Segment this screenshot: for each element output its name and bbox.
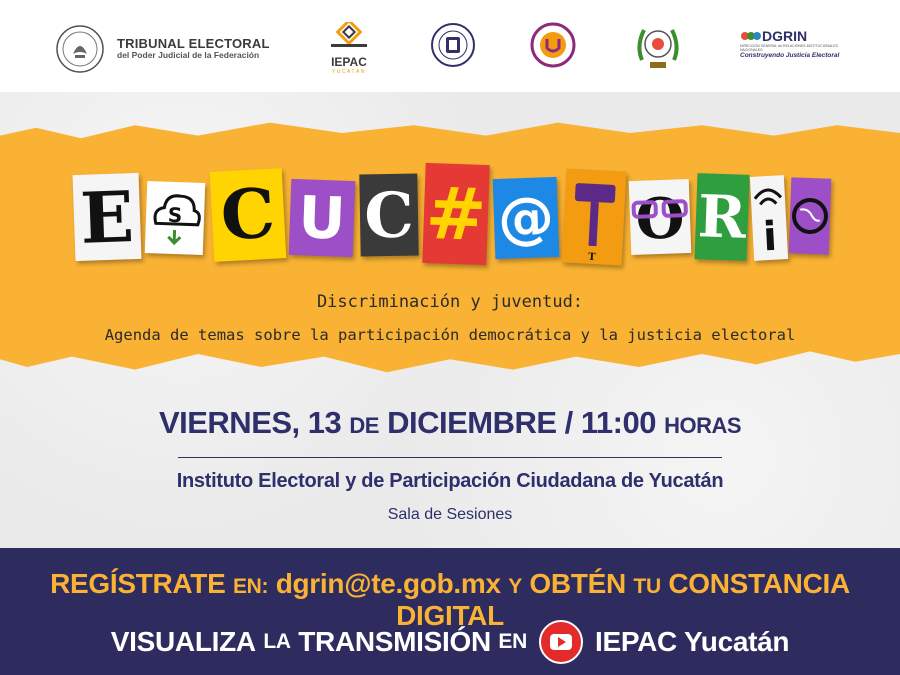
title-letter-10: R <box>695 173 750 261</box>
title-letter-4: U <box>289 179 356 257</box>
dgrin-logo <box>740 28 860 59</box>
youtube-icon[interactable] <box>539 620 583 664</box>
map-letter: O <box>805 242 813 253</box>
dgrin-description: DIRECCIÓN GENERAL de RELACIONES INSTITUCIONALES NACIONALES <box>740 44 838 53</box>
event-datetime <box>0 405 900 441</box>
dgrin-slogan: Construyendo Justicia Electoral <box>740 52 840 60</box>
watch-visualiza: VISUALIZA <box>110 626 256 657</box>
title-letter-7: @ <box>493 177 560 259</box>
youtube-channel-link[interactable]: IEPAC Yucatán <box>594 626 790 657</box>
register-word: REGÍSTRATE <box>50 568 226 599</box>
title-letter-1: E <box>73 173 142 261</box>
dgrin-swoosh-icon <box>740 28 762 44</box>
wifi-letter: i <box>761 213 779 261</box>
mexican-seal-icon <box>55 24 105 74</box>
wifi-icon <box>750 175 788 261</box>
subtitle-topic: Discriminación y juventud: <box>316 292 584 312</box>
title-letter-11 <box>750 175 788 261</box>
stream-line <box>0 620 900 664</box>
iepac-tag: YUCATÁN <box>331 69 367 75</box>
tribunal-subtitle: del Poder Judicial de la Federación <box>117 50 260 61</box>
register-constancia: CONSTANCIA DIGITAL <box>396 568 850 631</box>
sponsor-logo-bar <box>0 0 900 92</box>
iepac-label: IEPAC <box>331 55 367 69</box>
register-obten: OBTÉN <box>529 568 626 599</box>
tribunal-electoral-logo <box>55 24 270 74</box>
iepac-logo <box>318 22 380 75</box>
register-y: Y <box>508 575 522 598</box>
iepac-symbol-icon <box>329 22 369 50</box>
register-email-link[interactable]: dgrin@te.gob.mx <box>275 568 501 599</box>
title-letter-8 <box>562 168 627 265</box>
dgrin-title: DGRIN <box>762 28 808 44</box>
university-seal-icon <box>530 22 576 68</box>
cloud-letter: S <box>167 202 183 228</box>
title-letter-9 <box>629 179 692 255</box>
title-letter-12 <box>789 177 832 254</box>
watch-en: EN <box>498 630 527 653</box>
event-room: Sala de Sesiones <box>387 506 513 523</box>
register-en: EN: <box>232 575 269 598</box>
tribunal-title: TRIBUNAL ELECTORAL <box>117 36 270 52</box>
register-tu: TU <box>633 575 661 598</box>
title-letter-5: C <box>359 174 418 257</box>
watch-la: LA <box>263 630 291 653</box>
title-letter-6: # <box>422 163 489 265</box>
datetime-divider <box>178 457 722 458</box>
event-de: DE <box>349 413 379 438</box>
event-day: VIERNES, 13 <box>158 405 342 440</box>
subtitle-agenda: Agenda de temas sobre la participación democrática y la justicia electoral <box>104 326 796 344</box>
laurel-seal-icon <box>632 20 684 72</box>
gavel-letter: T <box>587 251 596 264</box>
glasses-icon <box>629 179 692 255</box>
cloud-download-icon <box>145 181 205 255</box>
title-letter-2 <box>145 181 205 255</box>
gavel-icon <box>562 168 627 265</box>
event-venue: Instituto Electoral y de Participación Ciudadana de Yucatán <box>176 470 724 492</box>
glasses-letter: O <box>634 185 686 253</box>
event-horas: HORAS <box>664 413 742 438</box>
watch-transmision: TRANSMISIÓN <box>298 626 491 657</box>
escuchatorio-title <box>74 160 830 272</box>
title-letter-3: C <box>210 168 287 262</box>
event-month-time: DICIEMBRE / 11:00 <box>387 405 656 440</box>
mexico-map-icon <box>789 177 832 254</box>
normal-school-seal-icon <box>430 22 476 68</box>
